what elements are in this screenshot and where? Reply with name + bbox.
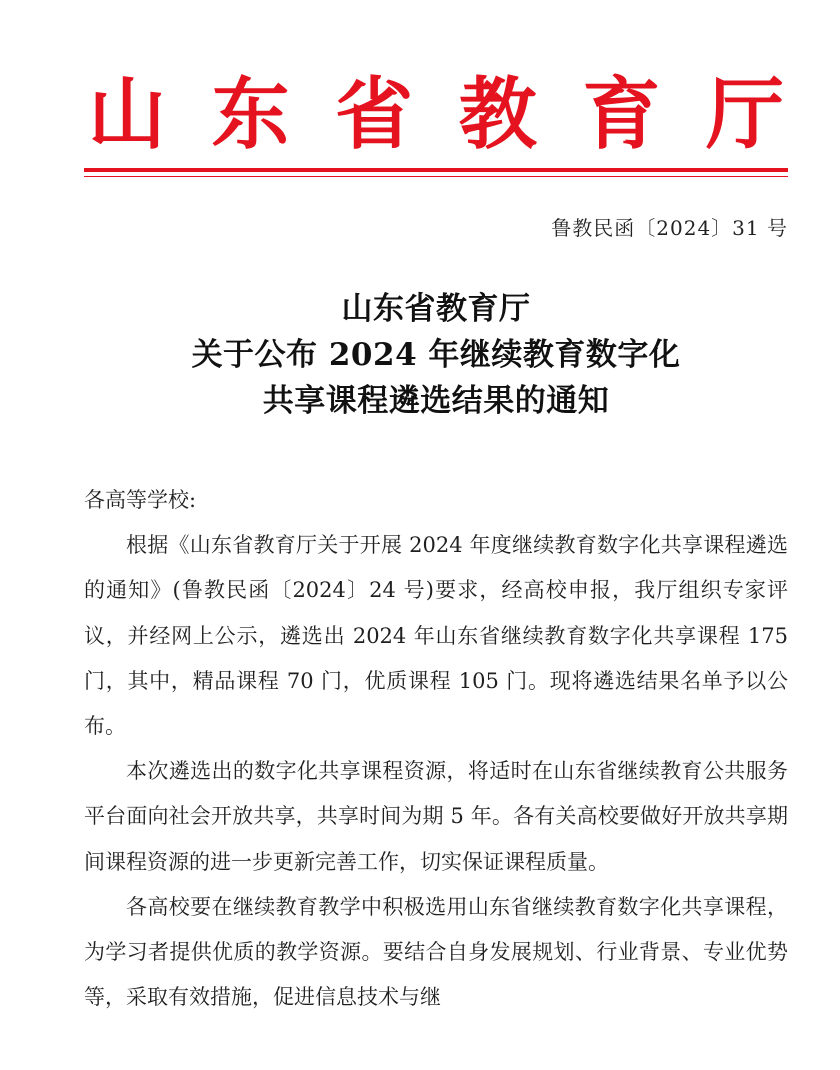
title-line-1: 山东省教育厅 [341,291,531,327]
letterhead-char: 厅 [705,69,784,160]
letterhead-rule-thick [84,168,788,172]
body-paragraph: 各高校要在继续教育教学中积极选用山东省继续教育数字化共享课程，为学习者提供优质的教学资源。要结合自身发展规划、行业背景、专业优势等，采取有效措施，促进信息技术与继 [84,894,788,1010]
document-body [84,478,788,1020]
letterhead-char: 育 [582,69,661,160]
letterhead-rule-thin [84,176,788,177]
body-paragraph: 根据《山东省教育厅关于开展 2024 年度继续教育数字化共享课程遴选的通知》(鲁教民函〔2024〕24 号)要求，经高校申报，我厅组织专家评议，并经网上公示，遴选出 2024 年山东省继续教育数字化共享课程 175 门，其中，精品课程 70 门，优质课程 105 门。现将遴选结果名单予以公布。 [84,533,788,739]
letterhead-char: 教 [458,69,537,160]
document-number: 鲁教民函〔2024〕31 号 [551,216,788,240]
document-title [84,286,788,424]
title-line-2: 关于公布 2024 年继续教育数字化 [191,337,681,373]
body-paragraph: 本次遴选出的数字化共享课程资源，将适时在山东省继续教育公共服务平台面向社会开放共享，共享时间为期 5 年。各有关高校要做好开放共享期间课程资源的进一步更新完善工作，切实保证课程质量。 [84,759,788,874]
letterhead-char: 东 [211,69,290,160]
letterhead [84,69,788,160]
letterhead-char: 省 [335,69,414,160]
letterhead-char: 山 [87,69,166,160]
title-line-3: 共享课程遴选结果的通知 [262,383,610,419]
salutation: 各高等学校: [84,488,197,512]
